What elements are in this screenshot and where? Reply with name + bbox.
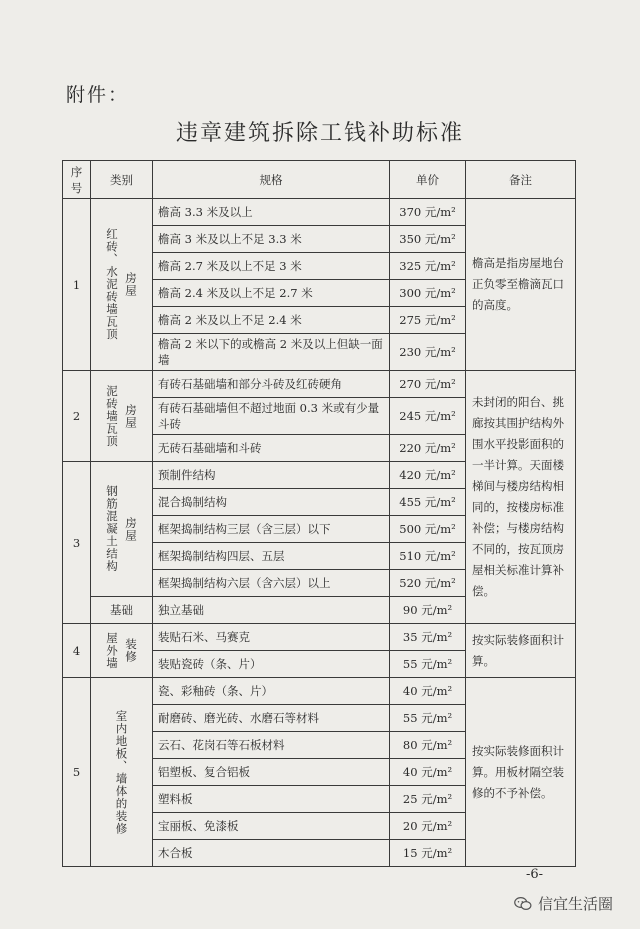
spec-cell: 宝丽板、免漆板 [153,813,390,840]
header-note: 备注 [466,161,576,199]
spec-cell: 檐高 2.4 米及以上不足 2.7 米 [153,280,390,307]
price-cell: 25 元/m² [390,786,466,813]
page-number: -6- [526,867,544,882]
price-cell: 55 元/m² [390,651,466,678]
spec-cell: 框架捣制结构三层（含三层）以下 [153,516,390,543]
table-row [63,678,576,705]
row-number: 2 [63,371,91,462]
note-cell: 未封闭的阳台、挑廊按其围护结构外围水平投影面积的一半计算。天面楼梯间与楼房结构相同的，按楼房标准补偿；与楼房结构不同的，按瓦顶房屋相关标准计算补偿。 [466,371,576,624]
category-main: 室内地板、墙体的装修 [114,709,129,835]
price-cell: 20 元/m² [390,813,466,840]
table-header-row [63,161,576,199]
spec-cell: 装贴瓷砖（条、片） [153,651,390,678]
note-cell: 按实际装修面积计算。 [466,624,576,678]
price-cell: 520 元/m² [390,570,466,597]
spec-cell: 檐高 2 米及以上不足 2.4 米 [153,307,390,334]
note-cell: 檐高是指房屋地台正负零至檐滴瓦口的高度。 [466,199,576,371]
spec-cell: 瓷、彩釉砖（条、片） [153,678,390,705]
spec-cell: 塑料板 [153,786,390,813]
price-cell: 455 元/m² [390,489,466,516]
note-cell: 按实际装修面积计算。用板材隔空装修的不予补偿。 [466,678,576,867]
price-cell: 40 元/m² [390,759,466,786]
category-cell [91,624,153,678]
price-cell: 350 元/m² [390,226,466,253]
row-number: 1 [63,199,91,371]
category-sub: 房屋 [124,403,138,429]
row-number: 3 [63,462,91,624]
watermark [514,893,613,914]
price-cell: 420 元/m² [390,462,466,489]
spec-cell: 装贴石米、马赛克 [153,624,390,651]
price-cell: 510 元/m² [390,543,466,570]
spec-cell: 框架捣制结构六层（含六层）以上 [153,570,390,597]
watermark-text: 信宜生活圈 [538,895,614,913]
spec-cell: 檐高 3.3 米及以上 [153,199,390,226]
category-main: 屋外墙 [105,631,119,670]
header-spec: 规格 [153,161,390,199]
spec-cell: 铝塑板、复合铝板 [153,759,390,786]
price-cell: 245 元/m² [390,398,466,435]
category-cell [91,371,153,462]
category-sub: 装修 [124,638,138,663]
price-cell: 275 元/m² [390,307,466,334]
header-category: 类别 [91,161,153,199]
spec-cell: 混合捣制结构 [153,489,390,516]
subsidy-table [62,160,576,867]
price-cell: 230 元/m² [390,334,466,371]
spec-cell: 有砖石基础墙和部分斗砖及红砖硬角 [153,371,390,398]
header-price: 单价 [390,161,466,199]
category-cell [91,199,153,371]
spec-cell: 檐高 3 米及以上不足 3.3 米 [153,226,390,253]
header-no: 序号 [63,161,91,199]
category-sub: 房屋 [124,272,138,297]
price-cell: 55 元/m² [390,705,466,732]
price-cell: 90 元/m² [390,597,466,624]
category-main: 泥砖墙瓦顶 [105,384,119,448]
row-number: 5 [63,678,91,867]
price-cell: 80 元/m² [390,732,466,759]
table-row [63,371,576,398]
spec-cell: 独立基础 [153,597,390,624]
category-main: 红砖、水泥砖墙瓦顶 [105,228,119,341]
price-cell: 220 元/m² [390,435,466,462]
category-cell: 基础 [91,597,153,624]
spec-cell: 檐高 2.7 米及以上不足 3 米 [153,253,390,280]
document-title: 违章建筑拆除工钱补助标准 [175,121,464,146]
spec-cell: 耐磨砖、磨光砖、水磨石等材料 [153,705,390,732]
spec-cell: 云石、花岗石等石板材料 [153,732,390,759]
category-cell [91,678,153,867]
price-cell: 500 元/m² [390,516,466,543]
spec-cell: 木合板 [153,840,390,867]
spec-cell: 檐高 2 米以下的或檐高 2 米及以上但缺一面墙 [153,334,390,371]
price-cell: 370 元/m² [390,199,466,226]
spec-cell: 框架捣制结构四层、五层 [153,543,390,570]
attachment-label: 附件： [66,84,130,106]
table-row [63,624,576,651]
row-number: 4 [63,624,91,678]
category-cell [91,462,153,597]
price-cell: 35 元/m² [390,624,466,651]
wechat-icon [514,896,532,912]
price-cell: 15 元/m² [390,840,466,867]
category-main: 钢筋混凝土结构 [105,485,119,573]
spec-cell: 无砖石基础墙和斗砖 [153,435,390,462]
spec-cell: 有砖石基础墙但不超过地面 0.3 米或有少量斗砖 [153,398,390,435]
table-row [63,199,576,226]
price-cell: 325 元/m² [390,253,466,280]
price-cell: 270 元/m² [390,371,466,398]
price-cell: 40 元/m² [390,678,466,705]
spec-cell: 预制件结构 [153,462,390,489]
category-sub: 房屋 [124,516,138,542]
price-cell: 300 元/m² [390,280,466,307]
